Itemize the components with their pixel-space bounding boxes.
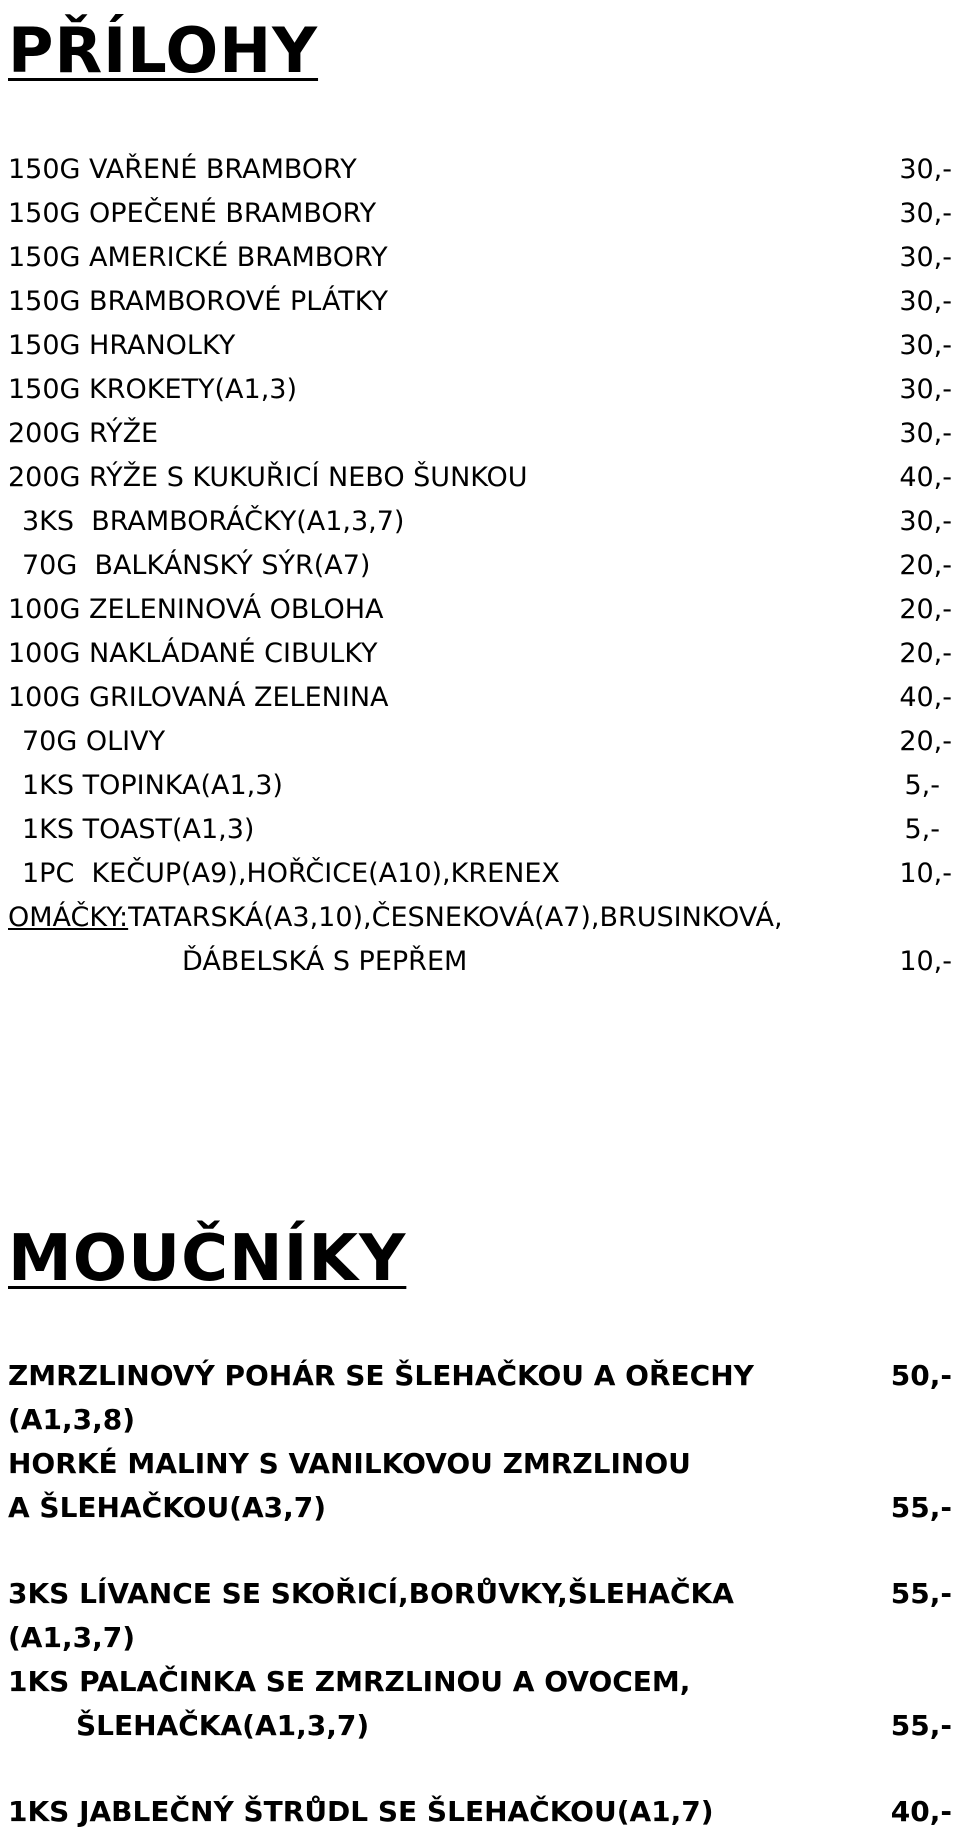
sauces-label: OMÁČKY: xyxy=(8,902,129,933)
menu-item xyxy=(8,722,952,762)
menu-item xyxy=(8,546,952,586)
menu-item xyxy=(8,854,952,894)
item-name: 3KS BRAMBORÁČKY(A1,3,7) xyxy=(22,506,405,537)
menu-item xyxy=(8,150,952,190)
item-price: 30,- xyxy=(899,506,952,537)
item-price: 5,- xyxy=(904,770,940,801)
item-price: 30,- xyxy=(899,418,952,449)
item-price: 20,- xyxy=(899,638,952,669)
menu-item xyxy=(8,634,952,674)
dessert-line xyxy=(8,1574,952,1614)
dessert-name: (A1,3,8) xyxy=(8,1403,135,1436)
menu-item xyxy=(8,458,952,498)
item-price: 40,- xyxy=(899,462,952,493)
item-price: 30,- xyxy=(899,330,952,361)
sauces-list: TATARSKÁ(A3,10),ČESNEKOVÁ(A7),BRUSINKOVÁ, xyxy=(128,902,783,933)
menu-item xyxy=(8,590,952,630)
item-price: 20,- xyxy=(899,726,952,757)
item-price: 40,- xyxy=(899,682,952,713)
dessert-price: 40,- xyxy=(890,1795,952,1828)
dessert-price: 55,- xyxy=(890,1491,952,1524)
dessert-line xyxy=(8,1400,952,1440)
dessert-line xyxy=(8,1488,952,1528)
item-name: 1KS TOPINKA(A1,3) xyxy=(22,770,283,801)
item-name: 100G ZELENINOVÁ OBLOHA xyxy=(8,594,384,625)
item-price: 20,- xyxy=(899,550,952,581)
item-name: 150G VAŘENÉ BRAMBORY xyxy=(8,154,357,185)
dessert-line xyxy=(8,1662,952,1702)
item-price: 30,- xyxy=(899,154,952,185)
menu-item xyxy=(8,414,952,454)
item-name: 150G OPEČENÉ BRAMBORY xyxy=(8,198,377,229)
sides-title: PŘÍLOHY xyxy=(8,14,319,87)
item-name: 150G KROKETY(A1,3) xyxy=(8,374,297,405)
dessert-line xyxy=(8,1792,952,1832)
item-price: 30,- xyxy=(899,198,952,229)
menu-item xyxy=(8,282,952,322)
item-name: 1PC KEČUP(A9),HOŘČICE(A10),KRENEX xyxy=(22,858,560,889)
item-price: 5,- xyxy=(904,814,940,845)
menu-item xyxy=(8,502,952,542)
dessert-price: 55,- xyxy=(890,1709,952,1742)
item-name: 150G AMERICKÉ BRAMBORY xyxy=(8,242,388,273)
menu-item xyxy=(8,370,952,410)
item-name: 70G OLIVY xyxy=(22,726,166,757)
menu-item xyxy=(8,678,952,718)
dessert-name: HORKÉ MALINY S VANILKOVOU ZMRZLINOU xyxy=(8,1447,691,1480)
dessert-line xyxy=(8,1356,952,1396)
dessert-name: 3KS LÍVANCE SE SKOŘICÍ,BORŮVKY,ŠLEHAČKA xyxy=(8,1577,734,1610)
dessert-name: 1KS PALAČINKA SE ZMRZLINOU A OVOCEM, xyxy=(8,1665,691,1698)
menu-item xyxy=(8,810,952,850)
dessert-name: ZMRZLINOVÝ POHÁR SE ŠLEHAČKOU A OŘECHY xyxy=(8,1359,754,1392)
sauces-price: 10,- xyxy=(899,946,952,977)
item-name: 70G BALKÁNSKÝ SÝR(A7) xyxy=(22,550,371,581)
menu-item xyxy=(8,194,952,234)
item-name: 200G RÝŽE xyxy=(8,418,159,449)
item-name: 200G RÝŽE S KUKUŘICÍ NEBO ŠUNKOU xyxy=(8,462,528,493)
sauces-line xyxy=(8,898,952,938)
item-name: 100G GRILOVANÁ ZELENINA xyxy=(8,682,389,713)
menu-item xyxy=(8,766,952,806)
dessert-name: (A1,3,7) xyxy=(8,1621,135,1654)
item-price: 10,- xyxy=(899,858,952,889)
item-price: 30,- xyxy=(899,286,952,317)
item-name: 1KS TOAST(A1,3) xyxy=(22,814,255,845)
dessert-price: 50,- xyxy=(890,1359,952,1392)
dessert-name: ŠLEHAČKA(A1,3,7) xyxy=(76,1709,370,1742)
item-name: 150G BRAMBOROVÉ PLÁTKY xyxy=(8,286,388,317)
dessert-line xyxy=(8,1618,952,1658)
dessert-price: 55,- xyxy=(890,1577,952,1610)
item-price: 30,- xyxy=(899,242,952,273)
item-price: 30,- xyxy=(899,374,952,405)
sauces-text xyxy=(8,898,783,938)
sauces-list-2: ĎÁBELSKÁ S PEPŘEM xyxy=(182,946,468,977)
desserts-title: MOUČNÍKY xyxy=(8,1222,407,1296)
dessert-name: A ŠLEHAČKOU(A3,7) xyxy=(8,1491,327,1524)
dessert-line xyxy=(8,1706,952,1746)
item-price: 20,- xyxy=(899,594,952,625)
sauces-line-2 xyxy=(8,942,952,982)
item-name: 150G HRANOLKY xyxy=(8,330,236,361)
dessert-line xyxy=(8,1444,952,1484)
dessert-name: 1KS JABLEČNÝ ŠTRŮDL SE ŠLEHAČKOU(A1,7) xyxy=(8,1795,714,1828)
item-name: 100G NAKLÁDANÉ CIBULKY xyxy=(8,638,378,669)
menu-item xyxy=(8,326,952,366)
menu-item xyxy=(8,238,952,278)
